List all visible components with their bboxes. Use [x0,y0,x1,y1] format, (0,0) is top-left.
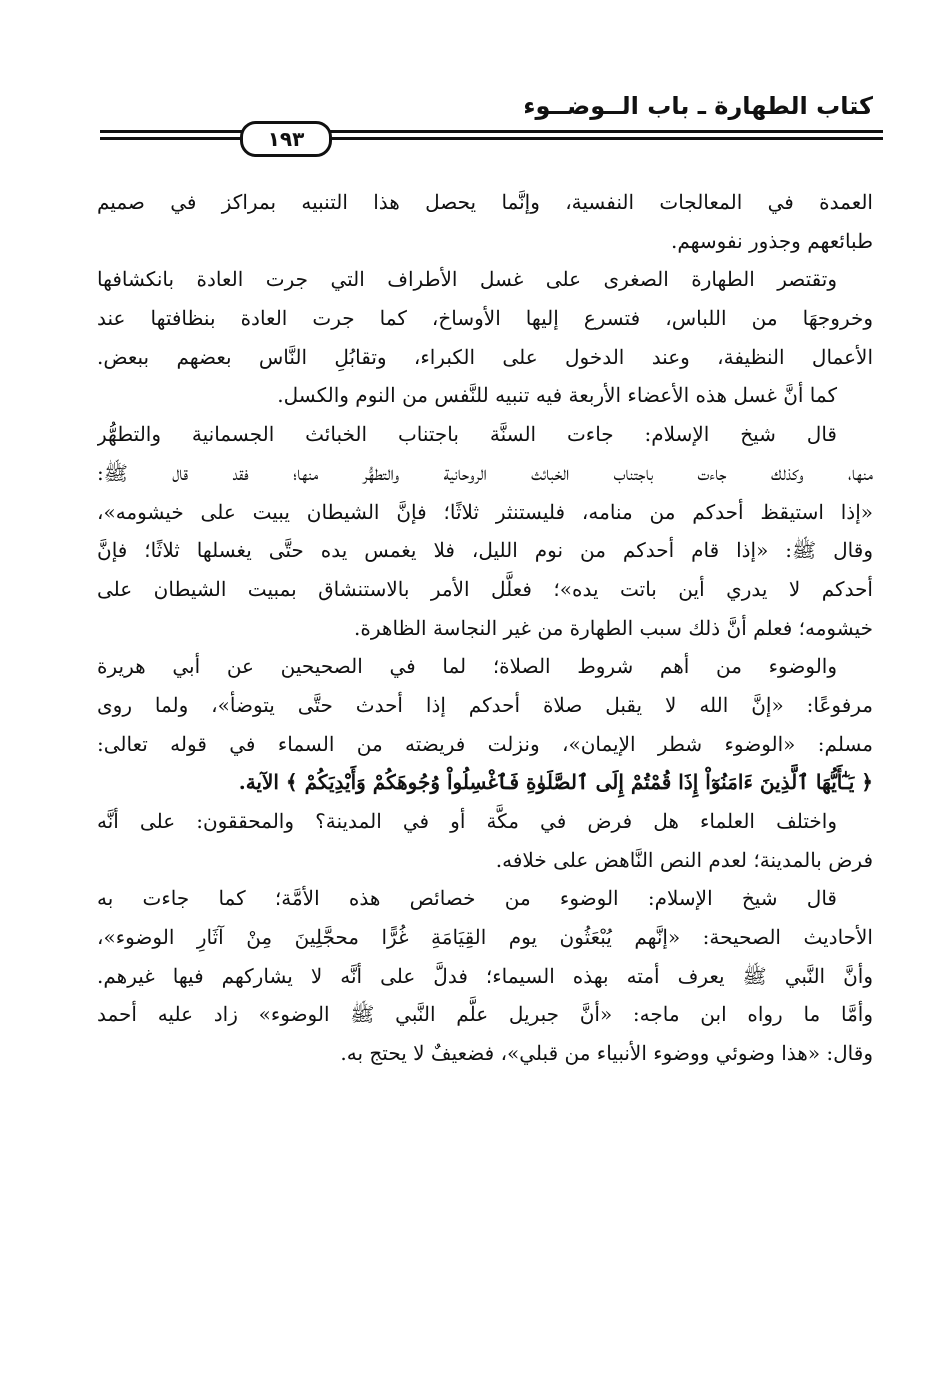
text-line: قال شيخ الإسلام: جاءت السنَّة باجتناب الخبائث الجسمانية والتطهُّر [97,422,837,447]
text-line: وأنَّ النَّبي ﷺ يعرف أمته بهذه السيماء؛ فدلَّ على أنَّه لا يشاركهم فيها غيرهم. [97,963,873,988]
text-line: وأمَّا ما رواه ابن ماجه: «أنَّ جبريل علَّم النَّبي ﷺ الوضوء» زاد عليه أحمد [97,1002,873,1027]
header-rule [100,128,883,144]
text-line: العمدة في المعالجات النفسية، وإنَّما يحصل هذا التنبيه بمراكز في صميم [97,190,873,214]
text-line: وخروجهَا من اللباس، فتسرع إليها الأوساخ، كما جرت العادة بنظافتها عند [97,306,873,331]
text-line: وتقتصر الطهارة الصغرى على غسل الأطراف التي جرت العادة بانكشافها [97,267,837,292]
text-line: كما أنَّ غسل هذه الأعضاء الأربعة فيه تنبيه للنَّفس من النوم والكسل. [277,383,837,408]
text-line: وقال ﷺ: «إذا قام أحدكم من نوم الليل، فلا يغمس يده حتَّى يغسلها ثلاثًا؛ فإنَّ [97,538,873,563]
text-line: الأحاديث الصحيحة: «إنَّهم يُبْعَثُون يوم القِيَامَةِ غُرًّا محجَّلِينَ مِنْ آثَارِ الوضوء»، [97,925,873,950]
text-line: الأعمال النظيفة، وعند الدخول على الكبراء، وتقابُلِ النَّاس بعضهم ببعض. [97,344,873,369]
text-line: منها، وكذلك جاءت باجتناب الخبائث الروحانية والتطهُّر منها؛ فقد قال ﷺ: [97,460,873,485]
text-line: واختلف العلماء هل فرض في مكَّة أو في المدينة؟ والمحققون: على أنَّه [97,809,837,833]
text-line: مسلم: «الوضوء شطر الإيمان»، ونزلت فريضته من السماء في قوله تعالى: [97,731,873,756]
page-number: ١٩٣ [240,121,332,157]
text-line: والوضوء من أهم شروط الصلاة؛ لما في الصحيحين عن أبي هريرة [97,654,837,679]
running-title: كتاب الطهارة ـ باب الــوضــوء [523,92,873,120]
text-line: خيشومه؛ فعلم أنَّ ذلك سبب الطهارة من غير النجاسة الظاهرة. [354,615,873,640]
text-line: مرفوعًا: «إنَّ الله لا يقبل صلاة أحدكم إذا أحدث حتَّى يتوضأ»، ولما روى [97,692,873,717]
text-line: وقال: «هذا وضوئي ووضوء الأنبياء من قبلي»، فضعيفٌ لا يحتج به. [340,1041,873,1066]
text-line: أحدكم لا يدري أين باتت يده»؛ فعلَّل الأمر بالاستنشاق بمبيت الشيطان على [97,576,873,601]
text-line: طبائعهم وجذور نفوسهم. [670,228,873,253]
text-line: قال شيخ الإسلام: الوضوء من خصائص هذه الأمَّة؛ كما جاءت به [97,886,837,911]
header-rule-top-line [100,130,883,133]
body-text [97,183,873,1073]
text-line: فرض بالمدينة؛ لعدم النص النَّاهض على خلافه. [495,847,873,872]
text-line: «إذا استيقظ أحدكم من منامه، فليستنثر ثلاثًا؛ فإنَّ الشيطان يبيت على خيشومه»، [97,499,873,524]
quran-verse-line: ﴿ يَـٰٓأَيُّهَا ٱلَّذِينَ ءَامَنُوٓاْ إِذَا قُمْتُمْ إِلَى ٱلصَّلَوٰةِ فَٱغْسِلُواْ وُجُوهَكُمْ وَأَيْدِيَكُمْ ﴾ الآية. [238,770,873,795]
header-rule-bottom-line [100,137,883,140]
